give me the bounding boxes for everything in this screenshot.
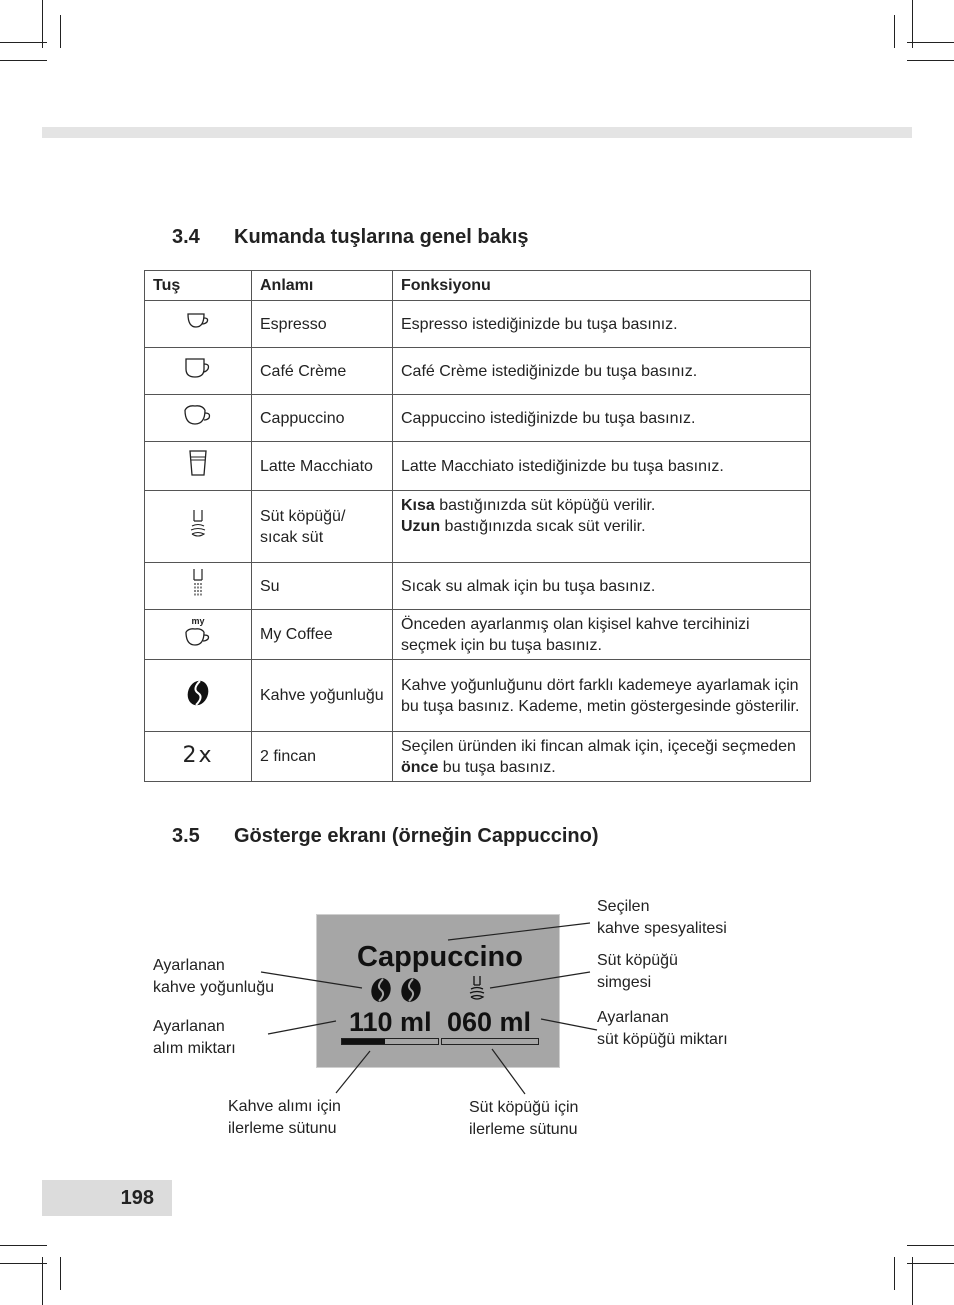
page-number: 198 [120,1187,154,1209]
section-number: 3.5 [172,825,200,847]
meaning-cell: Su [252,563,393,610]
meaning-cell: Kahve yoğunluğu [252,660,393,732]
function-cell: Önceden ayarlanmış olan kişisel kahve tercihinizi seçmek için bu tuşa basınız. [393,610,811,660]
callout-milk-progress: Süt köpüğü için ilerleme sütunu [469,1099,579,1138]
meaning-cell: My Coffee [252,610,393,660]
column-header: Fonksiyonu [393,271,811,301]
meaning-cell: Espresso [252,301,393,348]
callout-strength: Ayarlanan kahve yoğunluğu [153,957,274,996]
meaning-cell: 2 fincan [252,732,393,782]
meaning-cell: Cappuccino [252,395,393,442]
my-label: my [191,615,205,626]
meaning-cell: Süt köpüğü/ sıcak süt [252,491,393,563]
bold-text: önce [401,758,439,776]
section-number: 3.4 [172,226,200,248]
function-cell: Café Crème istediğinizde bu tuşa basınız. [393,348,811,395]
callout-amount: Ayarlanan alım miktarı [153,1018,236,1057]
bold-text: Uzun [401,518,441,535]
function-text: bastığınızda sıcak süt verilir. [440,518,646,535]
callout-selected-specialty: Seçilen kahve spesyalitesi [597,898,727,937]
meaning-cell: Café Crème [252,348,393,395]
callout-coffee-progress: Kahve alımı için ilerleme sütunu [228,1098,341,1137]
function-text: bastığınızda süt köpüğü verilir. [434,497,656,514]
callout-milk-amount: Ayarlanan süt köpüğü miktarı [597,1009,728,1048]
function-cell: Espresso istediğinizde bu tuşa basınız. [393,301,811,348]
function-cell: Latte Macchiato istediğinizde bu tuşa basınız. [393,442,811,491]
meaning-cell: Latte Macchiato [252,442,393,491]
column-header: Anlamı [252,271,393,301]
function-cell: Sıcak su almak için bu tuşa basınız. [393,563,811,610]
function-cell: Kahve yoğunluğunu dört farklı kademeye ayarlamak için bu tuşa basınız. Kademe, metin göstergesinde gösterilir. [393,660,811,732]
bold-text: Kısa [401,497,435,514]
section-title: Kumanda tuşlarına genel bakış [234,226,529,248]
milk-amount: 060 ml [447,1007,532,1037]
callout-milk-icon: Süt köpüğü simgesi [597,952,678,991]
section-title: Gösterge ekranı (örneğin Cappuccino) [234,825,599,847]
function-text: bu tuşa basınız. [438,758,556,776]
page-number-box [42,1180,172,1216]
function-cell: Cappuccino istediğinizde bu tuşa basınız. [393,395,811,442]
function-text: Seçilen üründen iki fincan almak için, içeceği seçmeden [401,737,796,755]
column-header: Tuş [145,271,252,301]
two-cups-label: 2x [182,743,214,768]
coffee-amount: 110 ml [349,1007,432,1037]
display-title: Cappuccino [357,941,523,973]
